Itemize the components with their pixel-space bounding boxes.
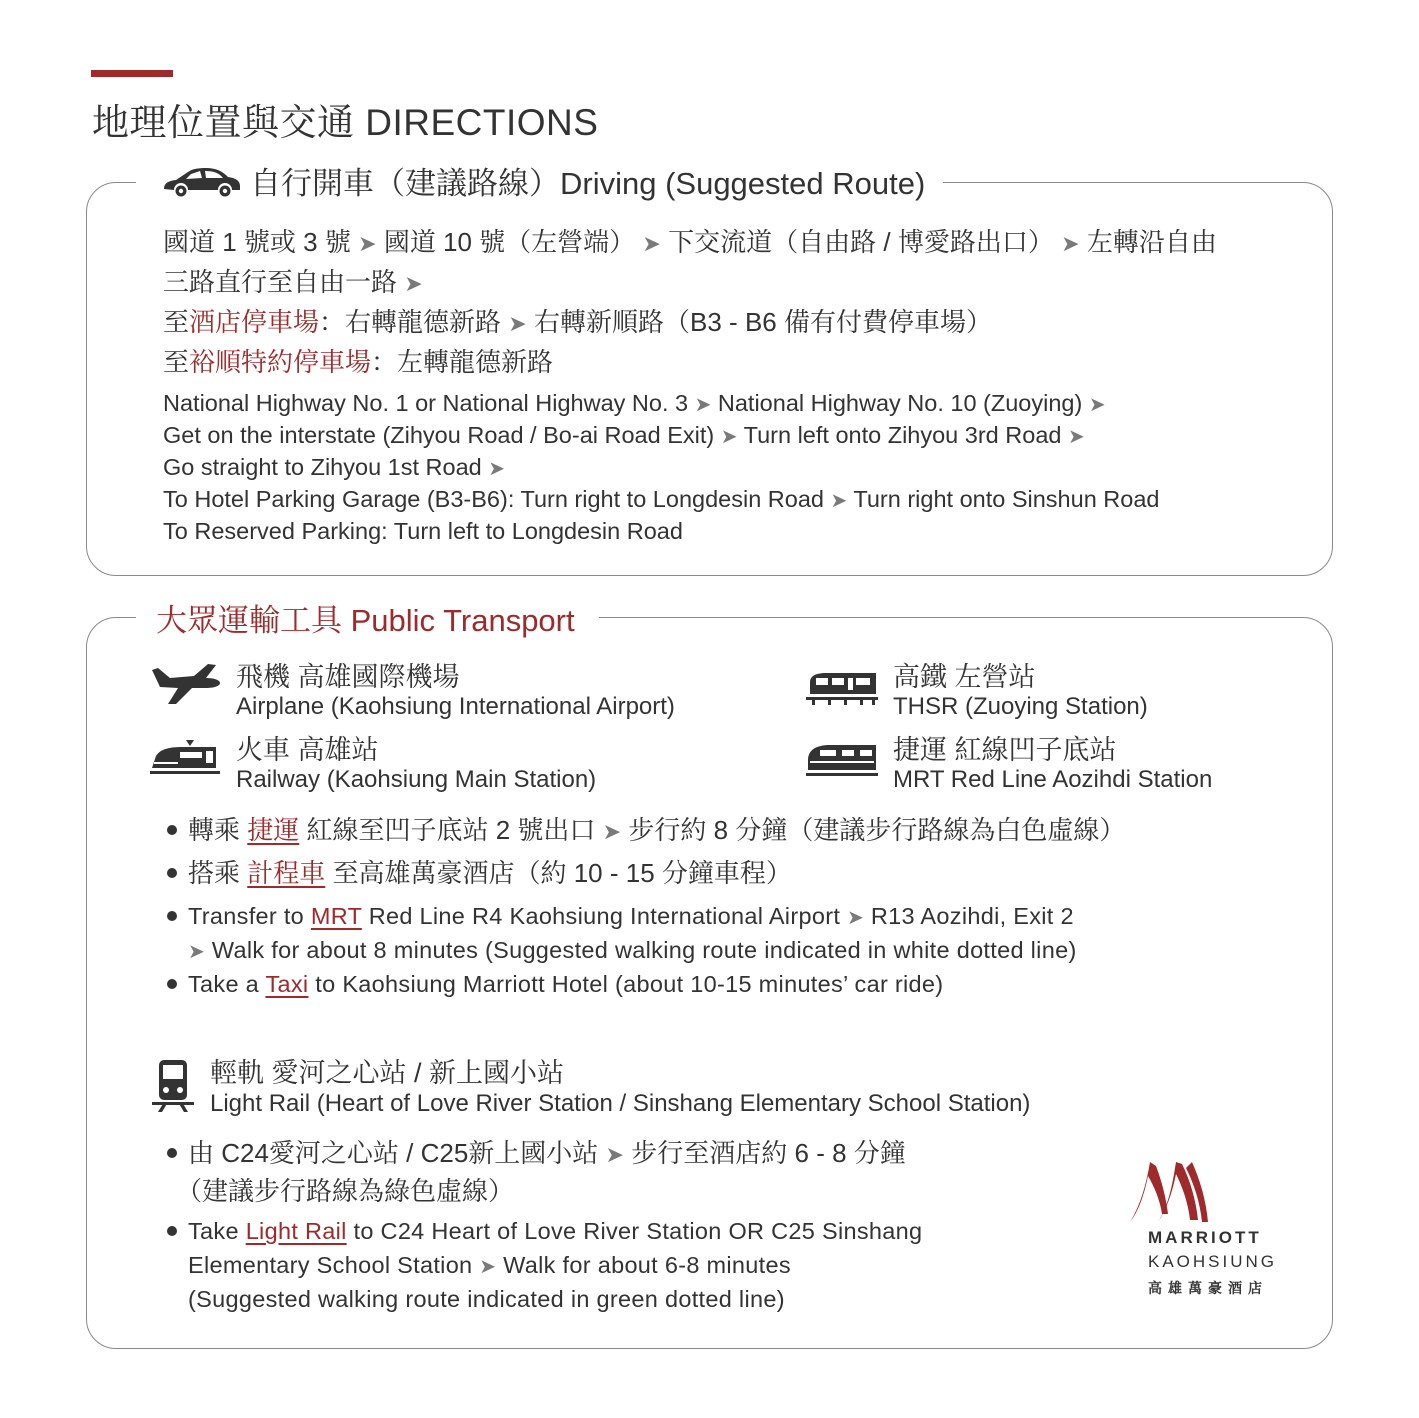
title-accent-bar: [91, 70, 173, 77]
hotel-parking-highlight: 酒店停車場: [189, 307, 320, 337]
train-icon: [150, 738, 222, 780]
logo-line-2: KAOHSIUNG: [1148, 1252, 1278, 1271]
driving-zh-line-3: 至酒店停車場：右轉龍德新路 ➤ 右轉新順路（B3 - B6 備有付費停車場）: [163, 307, 992, 337]
marriott-logo: [1128, 1160, 1308, 1300]
driving-zh-line-4: 至裕順特約停車場：左轉龍德新路: [163, 347, 554, 377]
light-rail-link[interactable]: Light Rail: [245, 1218, 347, 1244]
driving-en-line-1: National Highway No. 1 or National Highway No. 3 ➤ National Highway No. 10 (Zuoying) ➤: [163, 390, 1106, 416]
driving-en-line-4: To Hotel Parking Garage (B3-B6): Turn right to Longdesin Road ➤ Turn right onto Sinshun Road: [163, 486, 1160, 512]
list-item-continuation: （建議步行路線為綠色虛線）: [176, 1176, 515, 1206]
thsr-en: THSR (Zuoying Station): [893, 693, 1148, 720]
car-icon: [162, 163, 242, 199]
taxi-link[interactable]: 計程車: [247, 858, 326, 888]
airplane-icon: [150, 662, 222, 706]
driving-heading-text: 自行開車（建議路線）Driving (Suggested Route): [250, 166, 926, 201]
taxi-link-en[interactable]: Taxi: [265, 971, 309, 997]
light-rail-en: Light Rail (Heart of Love River Station / Sinshang Elementary School Station): [210, 1090, 1031, 1117]
transport-heading: [136, 595, 599, 640]
transport-heading-text: 大眾運輸工具 Public Transport: [156, 603, 575, 638]
logo-line-3: 高雄萬豪酒店: [1148, 1280, 1268, 1296]
driving-en-line-2: Get on the interstate (Zihyou Road / Bo-ai Road Exit) ➤ Turn left onto Zihyou 3rd Road ➤: [163, 422, 1085, 448]
page-title: 地理位置與交通 DIRECTIONS: [92, 102, 599, 143]
list-item-continuation: (Suggested walking route indicated in green dotted line): [188, 1286, 785, 1312]
mrt-link[interactable]: 捷運: [247, 815, 300, 845]
airplane-zh: 飛機 高雄國際機場: [236, 662, 460, 692]
driving-en-line-5: To Reserved Parking: Turn left to Longdesin Road: [163, 518, 683, 544]
mrt-en: MRT Red Line Aozihdi Station: [893, 766, 1213, 793]
list-item: 由 C24愛河之心站 / C25新上國小站 ➤ 步行至酒店約 6 - 8 分鐘: [188, 1135, 906, 1173]
marriott-m-icon: [1128, 1160, 1212, 1226]
light-rail-zh: 輕軌 愛河之心站 / 新上國小站: [210, 1058, 565, 1088]
driving-zh-line-2: 三路直行至自由一路 ➤: [163, 267, 423, 297]
reserved-parking-highlight: 裕順特約停車場: [189, 347, 372, 377]
list-item: 搭乘 計程車 至高雄萬豪酒店（約 10 - 15 分鐘車程）: [188, 855, 792, 891]
high-speed-train-icon: [806, 668, 878, 706]
driving-zh-line-1: 國道 1 號或 3 號 ➤ 國道 10 號（左營端） ➤ 下交流道（自由路 / 博愛路出口） ➤ 左轉沿自由: [163, 227, 1217, 257]
railway-en: Railway (Kaohsiung Main Station): [236, 766, 597, 793]
list-item-continuation: ➤ Walk for about 8 minutes (Suggested walking route indicated in white dotted line): [188, 937, 1077, 963]
list-item-continuation: Elementary School Station ➤ Walk for about 6-8 minutes: [188, 1252, 791, 1278]
list-item: Take a Taxi to Kaohsiung Marriott Hotel (about 10-15 minutes’ car ride): [188, 967, 943, 1001]
airplane-en: Airplane (Kaohsiung International Airport): [236, 693, 675, 720]
driving-heading: [136, 158, 943, 203]
list-item: 轉乘 捷運 紅線至凹子底站 2 號出口 ➤ 步行約 8 分鐘（建議步行路線為白色虛線）: [188, 812, 1125, 850]
mrt-zh: 捷運 紅線凹子底站: [893, 735, 1117, 765]
railway-zh: 火車 高雄站: [236, 735, 379, 765]
driving-en-line-3: Go straight to Zihyou 1st Road ➤: [163, 454, 505, 480]
list-item: Take Light Rail to C24 Heart of Love River Station OR C25 Sinshang: [188, 1214, 922, 1248]
logo-line-1: MARRIOTT: [1148, 1228, 1262, 1247]
metro-icon: [806, 740, 878, 780]
mrt-link-en[interactable]: MRT: [310, 903, 362, 929]
thsr-zh: 高鐵 左營站: [893, 662, 1036, 692]
light-rail-icon: [152, 1058, 194, 1114]
list-item: Transfer to MRT Red Line R4 Kaohsiung International Airport ➤ R13 Aozihdi, Exit 2: [188, 899, 1074, 935]
